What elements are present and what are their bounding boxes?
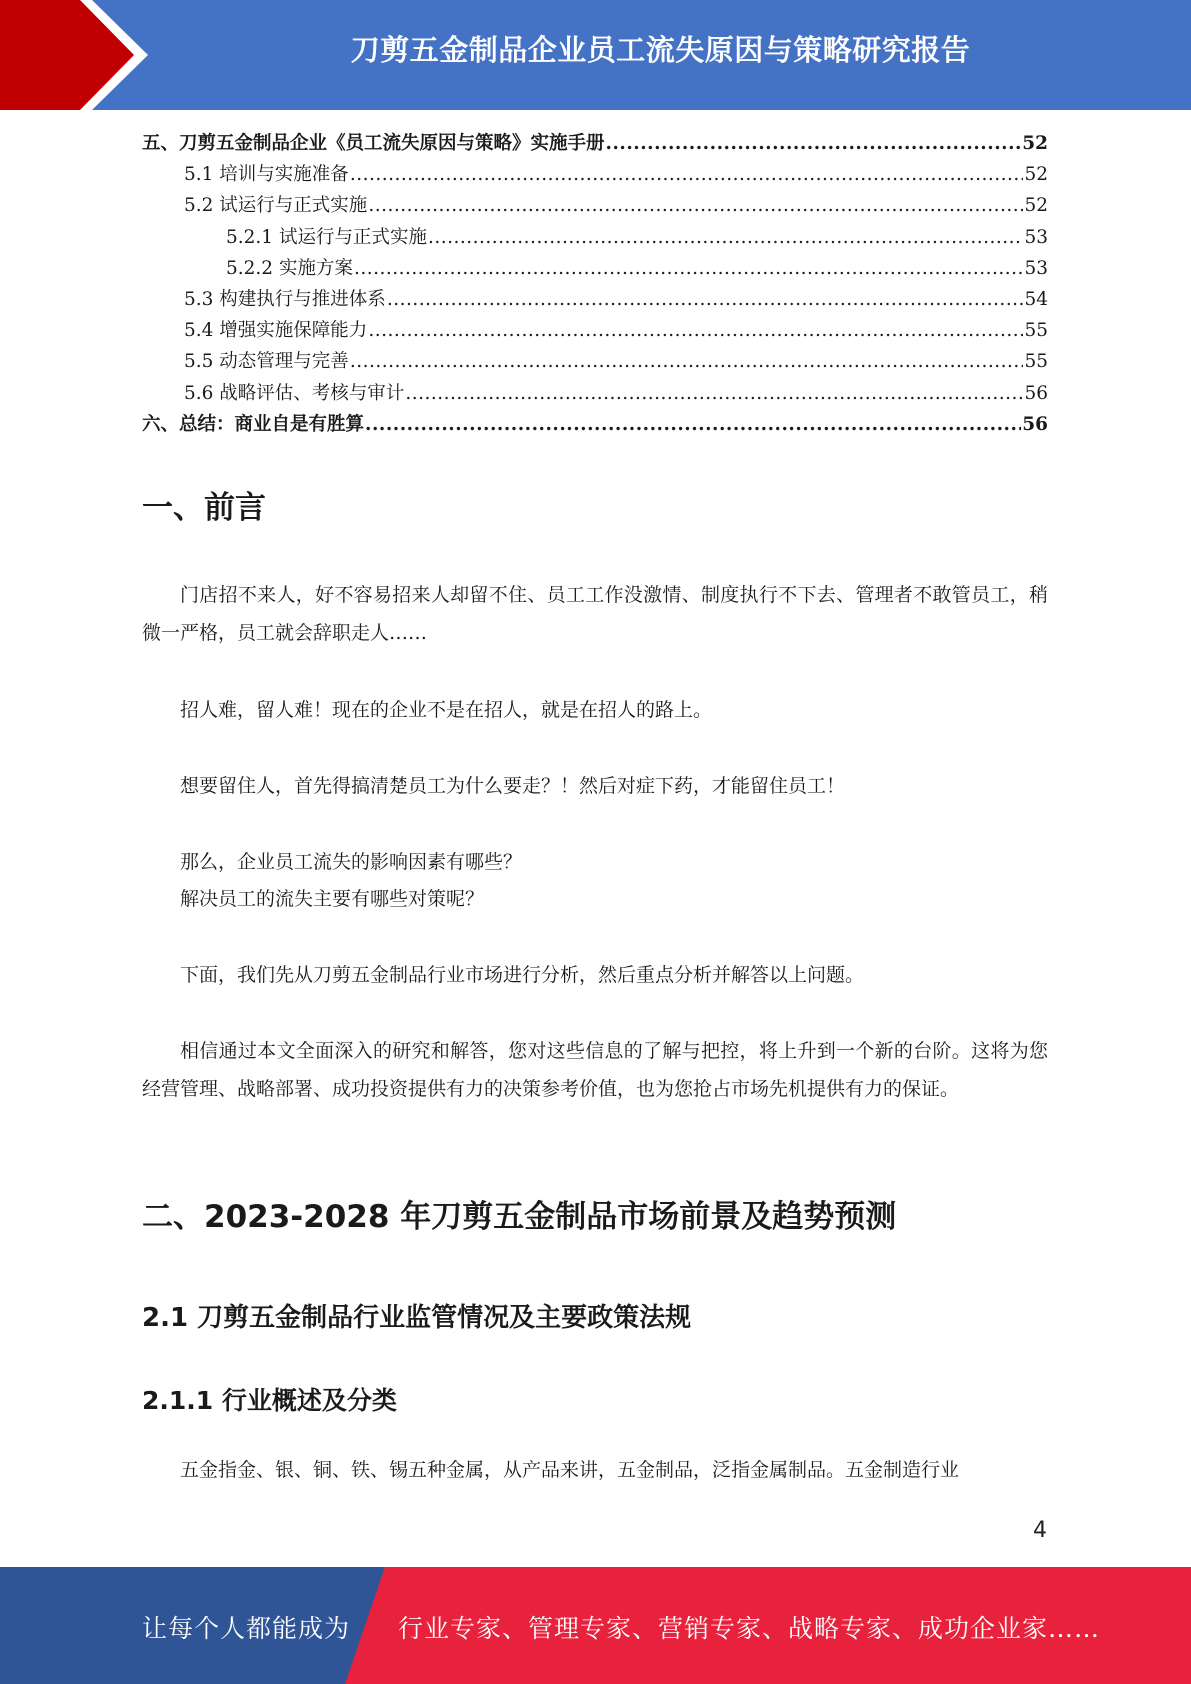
toc-page-number: 52	[1022, 133, 1048, 154]
toc-entry-title: 5.1 培训与实施准备	[184, 164, 349, 186]
toc-entry[interactable]	[142, 190, 1048, 221]
toc-entry[interactable]	[142, 284, 1048, 315]
red-chevron-decoration	[0, 0, 150, 110]
section-heading-preface: 一、前言	[142, 490, 266, 526]
toc-entry-title: 5.2.1 试运行与正式实施	[226, 226, 427, 248]
toc-dot-leader	[606, 128, 1022, 159]
toc-entry-title: 5.2.2 实施方案	[226, 257, 353, 279]
toc-entry[interactable]	[142, 253, 1048, 284]
section-heading-market-forecast: 二、2023-2028 年刀剪五金制品市场前景及趋势预测	[142, 1199, 897, 1235]
toc-page-number: 56	[1022, 413, 1048, 435]
toc-entry-title: 5.4 增强实施保障能力	[184, 320, 368, 342]
toc-dot-leader	[350, 159, 1024, 190]
toc-page-number: 56	[1024, 382, 1048, 404]
page-number: 4	[1033, 1518, 1047, 1543]
toc-entry[interactable]	[142, 315, 1048, 346]
toc-entry[interactable]	[142, 346, 1048, 377]
body-paragraph: 想要留住人，首先得搞清楚员工为什么要走？！然后对症下药，才能留住员工！	[180, 775, 846, 797]
toc-page-number: 55	[1024, 351, 1048, 373]
toc-entry-title: 5.5 动态管理与完善	[184, 351, 349, 373]
toc-entry-title: 五、刀剪五金制品企业《员工流失原因与策略》实施手册	[142, 133, 605, 154]
body-paragraph: 下面，我们先从刀剪五金制品行业市场进行分析，然后重点分析并解答以上问题。	[180, 964, 865, 986]
header-banner	[0, 0, 1191, 110]
subsubsection-heading: 2.1.1 行业概述及分类	[142, 1386, 397, 1415]
toc-entry[interactable]	[142, 378, 1048, 409]
toc-entry[interactable]	[142, 409, 1048, 440]
toc-entry-title: 5.6 战略评估、考核与审计	[184, 382, 405, 404]
report-title: 刀剪五金制品企业员工流失原因与策略研究报告	[350, 33, 971, 67]
toc-entry[interactable]	[142, 159, 1048, 190]
toc-entry-title: 六、总结：商业自是有胜算	[142, 413, 365, 435]
toc-page-number: 52	[1024, 164, 1048, 186]
toc-page-number: 55	[1024, 320, 1048, 342]
toc-page-number: 54	[1024, 288, 1048, 310]
body-paragraph: 相信通过本文全面深入的研究和解答，您对这些信息的了解与把控，将上升到一个新的台阶。这将为您经营管理、战略部署、成功投资提供有力的决策参考价值，也为您抢占市场先机提供有力的保证。	[142, 1040, 1048, 1100]
toc-page-number: 53	[1024, 257, 1048, 279]
body-paragraph: 解决员工的流失主要有哪些对策呢？	[180, 888, 485, 910]
body-paragraph: 招人难，留人难！现在的企业不是在招人，就是在招人的路上。	[180, 699, 713, 721]
toc-dot-leader	[354, 253, 1024, 284]
toc-dot-leader	[365, 409, 1021, 440]
toc-entry-title: 5.3 构建执行与推进体系	[184, 288, 386, 310]
toc-entry[interactable]	[142, 128, 1048, 159]
toc-page-number: 53	[1024, 226, 1048, 248]
footer-slogan-left: 让每个人都能成为	[142, 1614, 351, 1643]
table-of-contents	[142, 128, 1048, 440]
body-paragraph: 五金指金、银、铜、铁、锡五种金属，从产品来讲，五金制品，泛指金属制品。五金制造行业	[180, 1459, 960, 1481]
toc-dot-leader	[405, 378, 1023, 409]
toc-entry[interactable]	[142, 222, 1048, 253]
toc-page-number: 52	[1024, 195, 1048, 217]
body-paragraph: 门店招不来人，好不容易招来人却留不住、员工工作没激情、制度执行不下去、管理者不敢管员工，稍微一严格，员工就会辞职走人……	[142, 584, 1048, 644]
toc-dot-leader	[368, 315, 1023, 346]
toc-entry-title: 5.2 试运行与正式实施	[184, 195, 368, 217]
toc-dot-leader	[428, 222, 1023, 253]
toc-dot-leader	[387, 284, 1024, 315]
footer-banner	[0, 1567, 1191, 1684]
body-paragraph: 那么，企业员工流失的影响因素有哪些？	[180, 851, 523, 873]
footer-slogan-right: 行业专家、管理专家、营销专家、战略专家、成功企业家……	[398, 1614, 1101, 1643]
toc-dot-leader	[350, 346, 1024, 377]
subsection-heading: 2.1 刀剪五金制品行业监管情况及主要政策法规	[142, 1303, 692, 1333]
toc-dot-leader	[368, 190, 1023, 221]
